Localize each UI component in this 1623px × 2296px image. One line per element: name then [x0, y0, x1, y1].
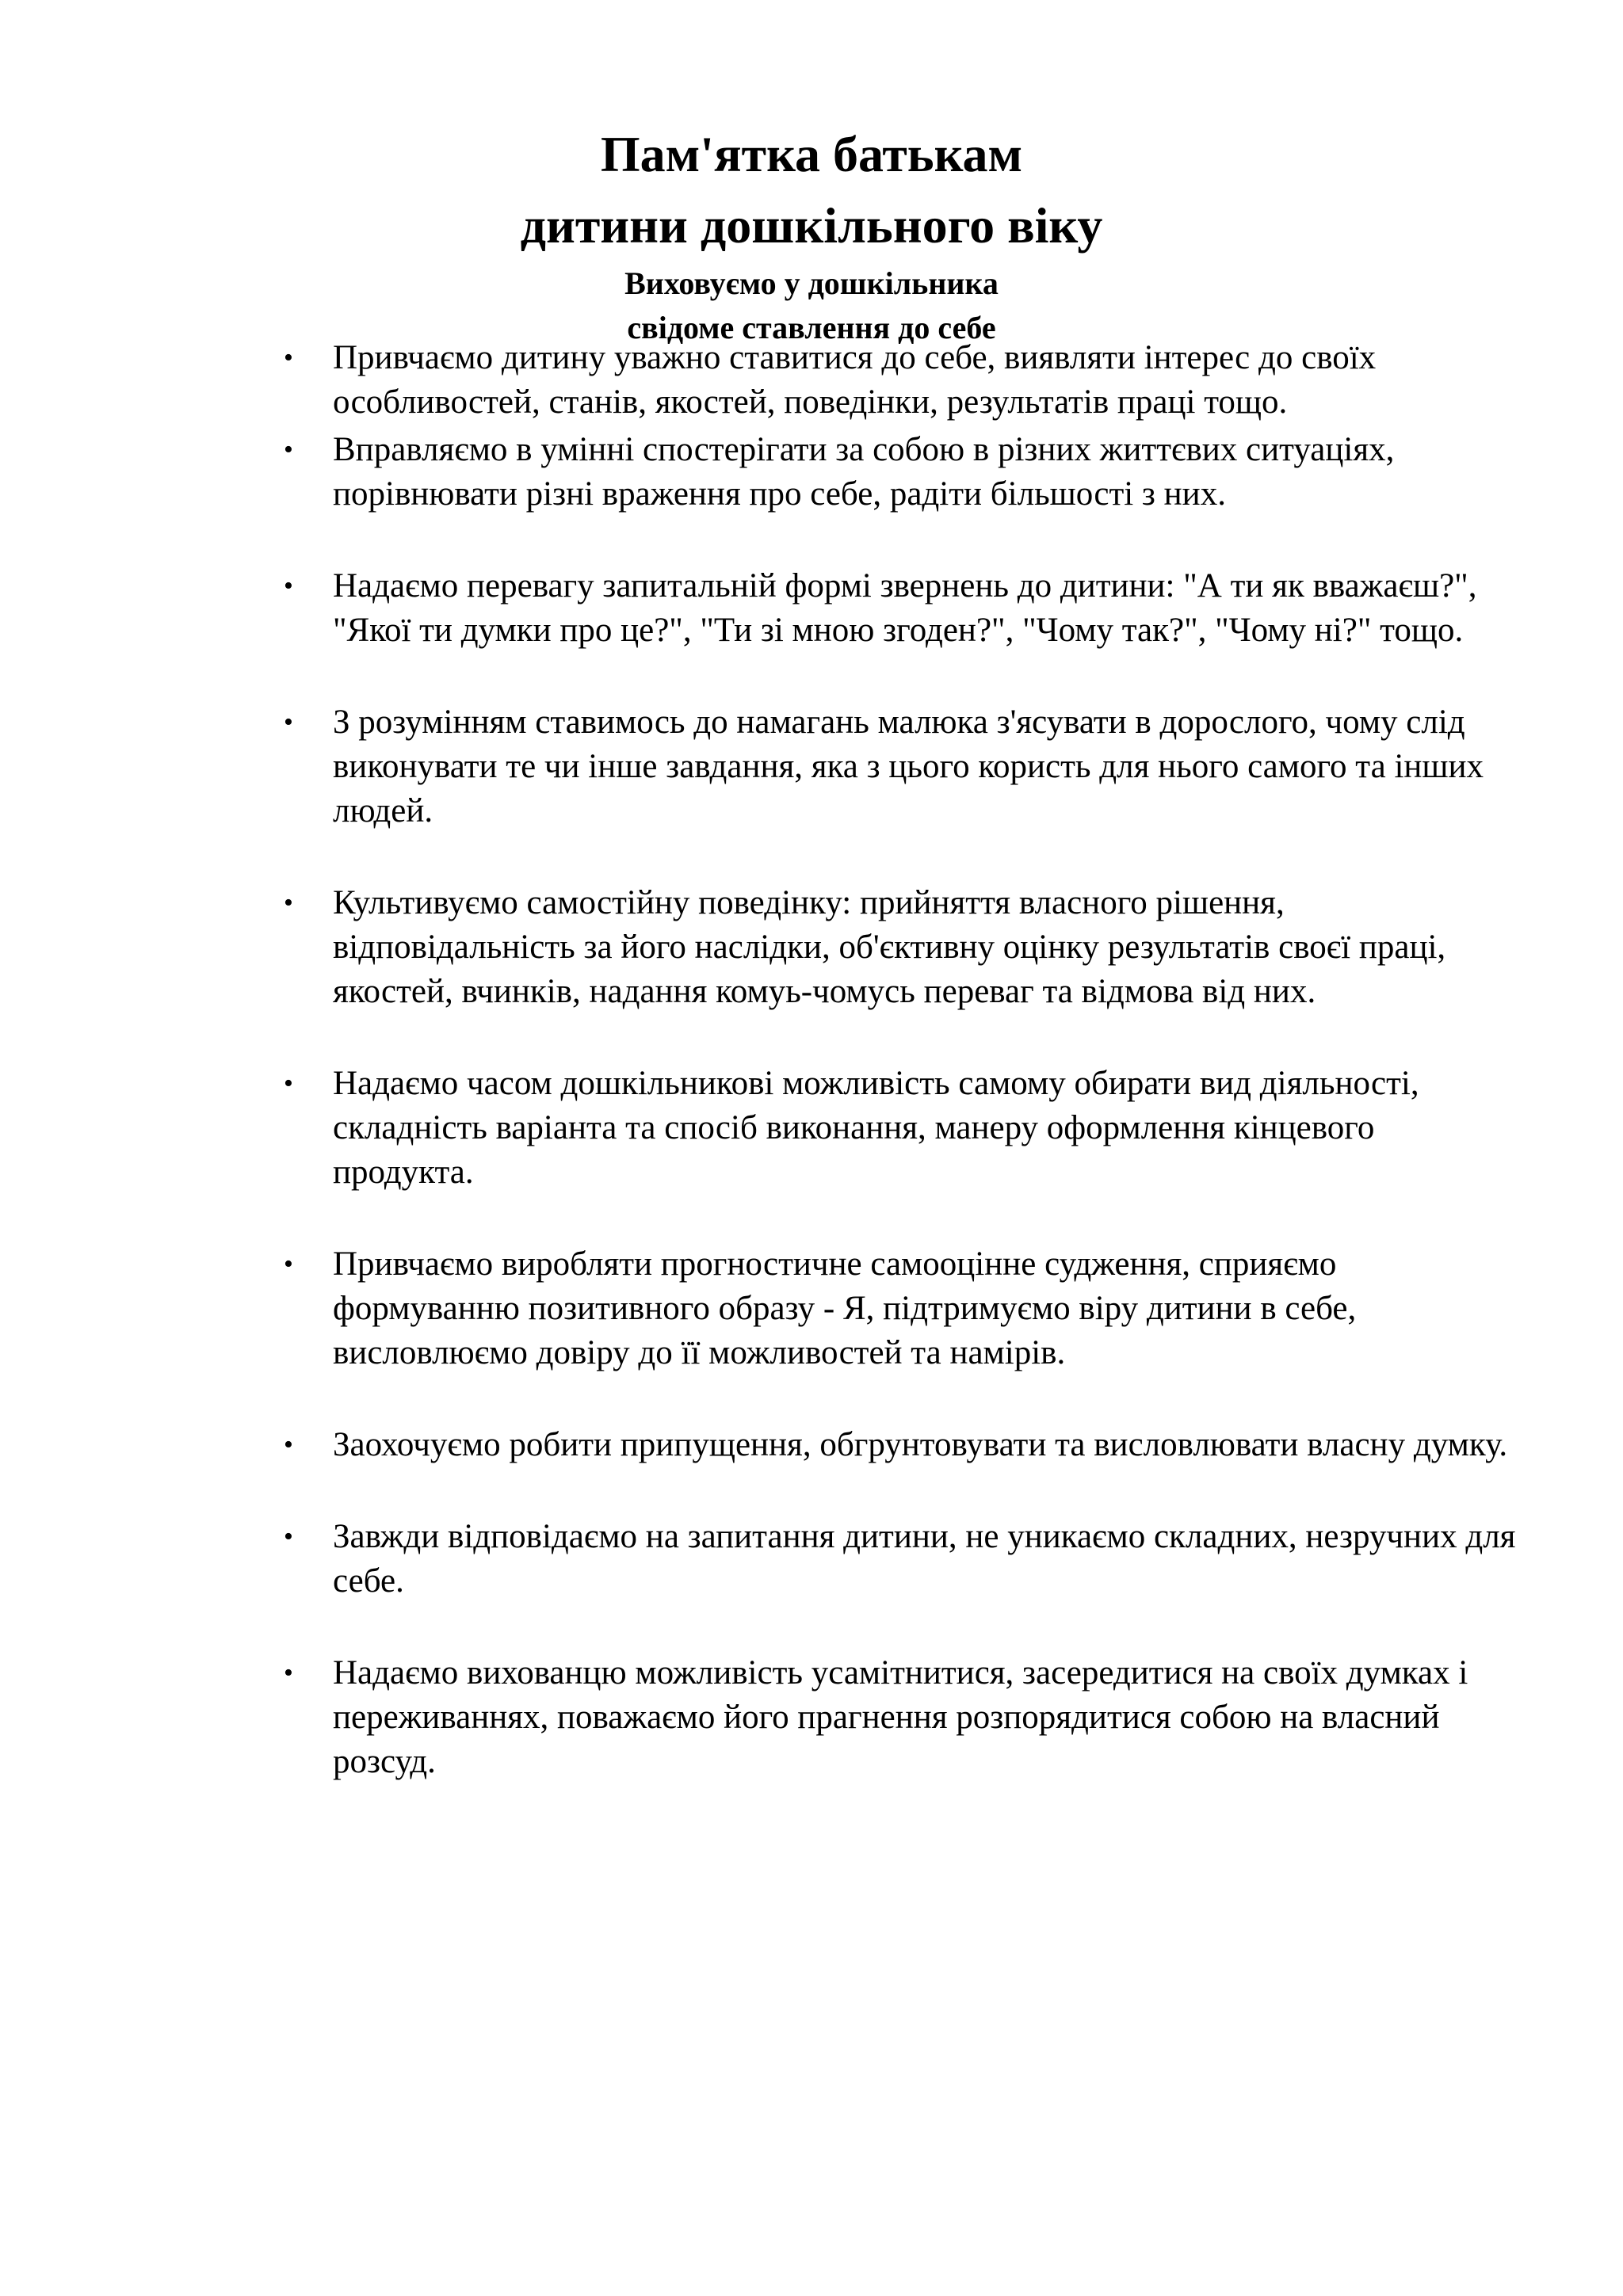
list-item-text: Вправляємо в умінні спостерігати за собою в різних життєвих ситуаціях, порівнювати різні враження про себе, радіти більшості з них.: [333, 431, 1395, 513]
bullet-icon: •: [284, 1658, 293, 1688]
document-subtitle-line-2: свідоме ставлення до себе: [627, 310, 996, 345]
document-subtitle-line-1: Виховуємо у дошкільника: [624, 265, 999, 301]
bullet-icon: •: [284, 707, 293, 737]
list-item: [284, 1242, 1522, 1375]
title-block: [0, 119, 1623, 350]
list-item: [284, 428, 1522, 517]
bullet-icon: •: [284, 343, 293, 372]
list-item: [284, 336, 1522, 425]
list-item: [284, 564, 1522, 653]
document-title-line-2: дитини дошкільного віку: [520, 197, 1103, 254]
list-item-text: Привчаємо виробляти прогностичне самооцінне судження, сприяємо формуванню позитивного образу - Я, підтримуємо віру дитини в себе, висловлюємо довіру до її можливостей та намірів.: [333, 1245, 1357, 1371]
list-item-text: Культивуємо самостійну поведінку: прийняття власного рішення, відповідальність за його наслідки, об'єктивну оцінку результатів своєї праці, якостей, вчинків, надання комуь-чомусь переваг та відмова від них.: [333, 884, 1446, 1010]
bullet-icon: •: [284, 1069, 293, 1098]
list-item-text: Надаємо вихованцю можливість усамітнитися, засередитися на своїх думках і переживаннях, поважаємо його прагнення розпорядитися собою на власний розсуд.: [333, 1654, 1468, 1780]
list-item: [284, 881, 1522, 1014]
list-item: [284, 700, 1522, 833]
bullet-icon: •: [284, 1249, 293, 1279]
bullet-icon: •: [284, 1522, 293, 1551]
list-item-text: Заохочуємо робити припущення, обгрунтовувати та висловлювати власну думку.: [333, 1426, 1508, 1463]
list-item-text: З розумінням ставимось до намагань малюка з'ясувати в дорослого, чому слід виконувати те чи інше завдання, яка з цього користь для нього самого та інших людей.: [333, 704, 1484, 830]
list-item-text: Завжди відповідаємо на запитання дитини, не уникаємо складних, незручних для себе.: [333, 1518, 1516, 1600]
list-item: [284, 1423, 1522, 1467]
list-item: [284, 1515, 1522, 1604]
list-item-text: Надаємо часом дошкільникові можливість самому обирати вид діяльності, складність варіанта та спосіб виконання, манеру оформлення кінцевого продукта.: [333, 1065, 1419, 1191]
bullet-icon: •: [284, 571, 293, 601]
list-item: [284, 1651, 1522, 1784]
bullet-icon: •: [284, 888, 293, 917]
list-item-text: Надаємо перевагу запитальній формі звернень до дитини: "А ти як вважаєш?", "Якої ти думки про це?", "Ти зі мною згоден?", "Чому так?", "Чому ні?" тощо.: [333, 567, 1477, 649]
list-item: [284, 1062, 1522, 1195]
recommendations-list: [284, 336, 1522, 1832]
bullet-icon: •: [284, 435, 293, 464]
document-title-line-1: Пам'ятка батькам: [600, 126, 1023, 182]
bullet-icon: •: [284, 1430, 293, 1459]
list-item-text: Привчаємо дитину уважно ставитися до себе, виявляти інтерес до своїх особливостей, станів, якостей, поведінки, результатів праці тощо.: [333, 339, 1377, 421]
